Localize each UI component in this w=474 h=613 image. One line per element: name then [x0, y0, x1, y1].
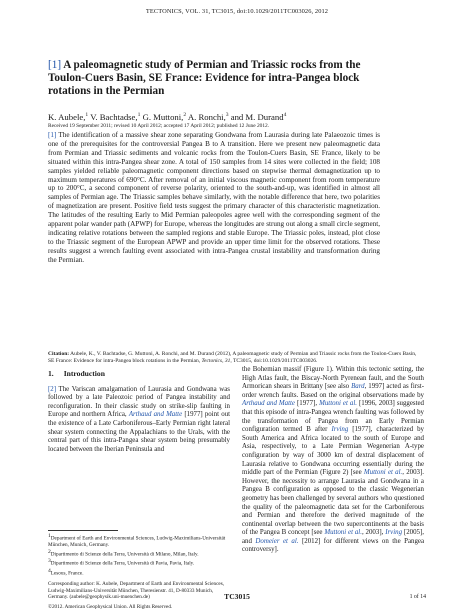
abstract-text: The identification of a massive shear zone separating Gondwana from Laurasia during late Palaeozoic times is one of the prerequisites for the controversial Pangea B to A transition. Here we present new paleomagnetic data from Permian and Triassic sediments and volcanic rocks from the Toulon-Cuers Basin, SE France, likely to be situated within this intra-Pangea shear zone. A total of 150 samples from 14 sites were collected in the field; 108 samples yielded reliable paleomagnetic component directions based on stepwise thermal demagnetization up to maximum temperatures of 690°C. After removal of an initial viscous magnetic component from room temperature up to 200°C, a second component of reverse polarity, oriented to the south-and-up, was identified in almost all samples of Permian age. The Triassic samples behave similarly, with the notable difference that here, two polarities of magnetization are present. Positive field tests suggest the primary character of this characteristic magnetization. The latitudes of the resulting Early to Mid Permian paleopoles agree well with the corresponding segment of the apparent polar wander path (APWP) for Europe, whereas the longitudes are strung out along a small circle segment, indicating relative rotations between the sampled regions and stable Europe. The Triassic poles, instead, plot close to the Triassic segment of the European APWP and provide an upper time limit for the observed rotations. These results suggest a wrench faulting event associated with intra-Pangea crustal instability and transformation during the Permian. [48, 131, 381, 264]
article-title [48, 59, 378, 98]
received-dates: Received 19 September 2011; revised 10 April 2012; accepted 17 April 2012; published 12 June 2012. [48, 123, 270, 129]
author: K. Aubele,$^1$ [48, 111, 89, 122]
reference-citation[interactable]: Muttoni et al. [319, 400, 357, 408]
section-heading: 1. Introduction [48, 369, 105, 378]
citation [48, 351, 424, 366]
abstract [48, 131, 380, 265]
reference-citation[interactable]: Irving [385, 529, 403, 537]
author: A. Ronchi,$^3$ [187, 111, 229, 122]
copyright-notice: ©2012. American Geophysical Union. All Rights Reserved. [48, 603, 173, 610]
corresponding-author: Corresponding author: K. Aubele, Department of Earth and Environmental Sciences, Ludwig-Maximilians-Universität München, Theresienstr. 41, D-80333 Munich, Germany. (aubele@geophysik.uni-muenchen.de) [48, 580, 225, 601]
reference-citation[interactable]: Muttoni et al. [363, 469, 403, 477]
citation-label: Citation: [48, 351, 70, 357]
citation-doi: TC3015, doi:10.1029/2011TC003026. [232, 358, 318, 365]
author-list [48, 110, 428, 122]
affiliation: $^2$Dipartimento di Scienze della Terra, Università di Milano, Milan, Italy. [48, 548, 199, 558]
body-text: [1977], characterized by South America and Africa located to the south of Europe and Asia, respectively, to a Late Permian Wegenerian A-type configuration by way of 3000 km of dextral displacement of Laurasia relative to Gondwana occurring essentially during the middle part of the Permian (Figure 2) [see [242, 426, 425, 477]
citation-journal: Tectonics, 31, [201, 358, 232, 365]
title-paragraph-number: [1] [48, 59, 62, 71]
reference-citation[interactable]: Irving [331, 426, 349, 434]
body-text: [1977] point out the existence of a Late Carboniferous–Early Permian right lateral shear system connecting the Appalachians to the Urals, with the central part of this intra-Pangea shear system being presumably located between the Iberian Peninsula and [48, 411, 230, 453]
affiliation: $^4$Lesous, France. [48, 567, 84, 577]
body-text: [2005], and [242, 529, 425, 545]
paragraph-number: [2] [48, 385, 57, 393]
reference-citation[interactable]: Arthaud and Matte [242, 400, 295, 408]
article-id-footer: TC3015 [224, 592, 250, 601]
right-column [242, 366, 424, 555]
reference-citation[interactable]: Bard [351, 383, 365, 391]
citation-text: Aubele, K., V. Bachtadse, G. Muttoni, A. Ronchi, and M. Durand (2012), A paleomagnetic study of Permian and Triassic rocks from the Toulon-Cuers Basin, SE France: Evidence for intra-Pangea block rotations in the Permian, [48, 351, 417, 365]
paragraph-body [242, 366, 424, 553]
reference-citation[interactable]: Muttoni et al. [324, 529, 362, 537]
body-text: , 1997] acted as first-order wrench faults. Based on the original observations made by [242, 383, 424, 399]
body-text: [1977], [295, 400, 320, 408]
intro-paragraph-continued [242, 366, 424, 555]
body-text: [1996, 2003] suggested that this episode of intra-Pangea wrench faulting was followed by the transformation of Pangea from an Early Permian configuration termed B after [242, 400, 425, 434]
reference-citation[interactable]: Domeier et al. [255, 537, 299, 545]
footnote-divider [48, 530, 118, 531]
body-text: [2012] for different views on the Pangea controversy]. [242, 537, 425, 554]
running-head: TECTONICS, VOL. 31, TC3015, doi:10.1029/2011TC003026, 2012 [145, 8, 329, 15]
title-text: A paleomagnetic study of Permian and Triassic rocks from the Toulon-Cuers Basin, SE France: Evidence for intra-Pangea block rotations in the Permian [48, 59, 361, 97]
body-text: The Variscan amalgamation of Laurasia and Gondwana was followed by a late Paleozoic period of Pangea instability and reconfiguration. In their classic study on strike-slip faulting in Europe and northern Africa, [48, 385, 230, 419]
intro-paragraph [48, 386, 230, 455]
author: G. Muttoni,$^2$ [142, 111, 187, 122]
body-text: , 2003]. However, the necessity to arrange Laurasia and Gondwana in a Pangea B configuration as opposed to the classic Wegenerian geometry has been challenged by several authors who questioned the quality of the paleomagnetic data set for the Carboniferous and Permian and therefore the derived magnitude of the continental overlap between the two supercontinents at the basis of the Pangea B concept [see [242, 469, 424, 537]
paragraph-body [48, 386, 230, 453]
reference-citation[interactable]: Arthaud and Matte [128, 411, 183, 419]
affiliation: $^3$Dipartimento di Scienze della Terra, Università di Pavia, Pavia, Italy. [48, 558, 195, 567]
body-text: , 2003], [361, 529, 386, 537]
left-column [48, 368, 230, 454]
body-text: the Bohemian massif (Figure 1). Within this tectonic setting, the High Atlas fault, the Biscay-North Pyrenean fault, and the South Armorican shears in Brittany [see also [242, 366, 424, 391]
author: V. Bachtadse,$^1$ [90, 111, 141, 122]
page-number: 1 of 14 [409, 594, 426, 600]
abstract-paragraph-number: [1] [48, 131, 57, 139]
affiliation: $^1$Department of Earth and Environmental Sciences, Ludwig-Maximilians-Universität München, Munich, Germany. [48, 533, 226, 549]
author: and M. Durand$^4$ [230, 111, 287, 122]
